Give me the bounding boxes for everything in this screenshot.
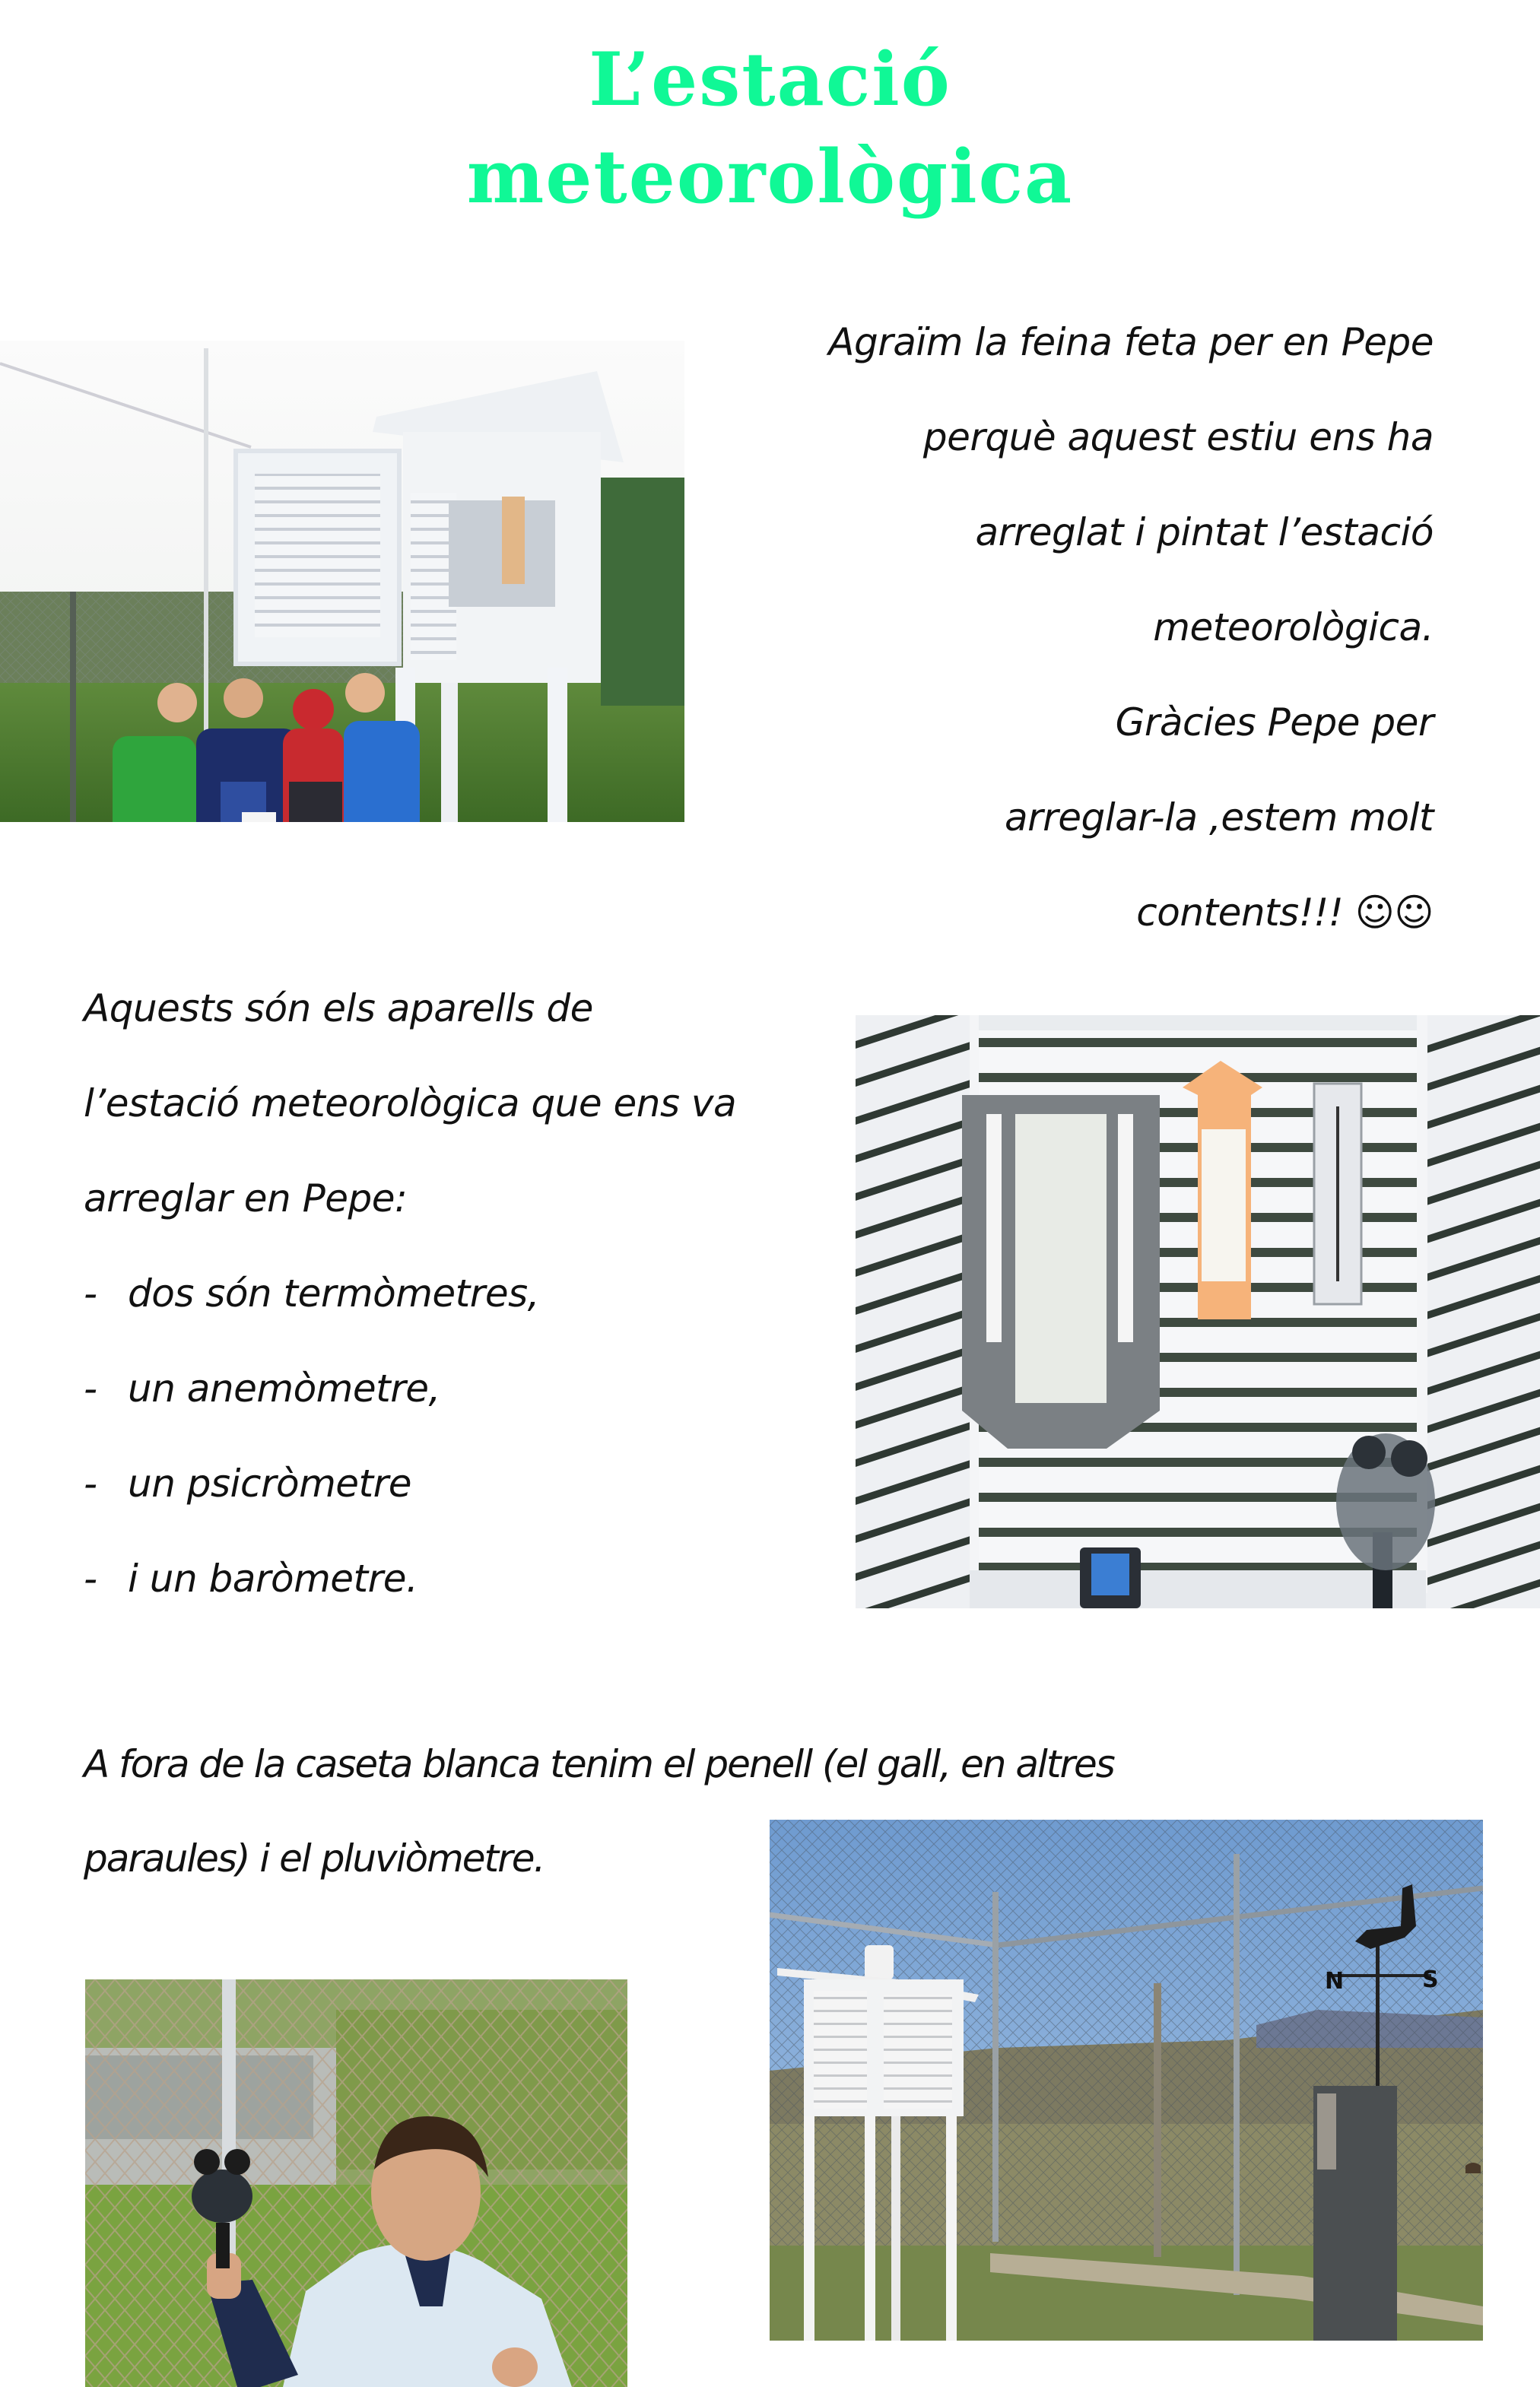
page-title-line-1: L’estació	[589, 37, 951, 122]
instrument-label: i un baròmetre.	[128, 1557, 418, 1601]
photo-instruments-image	[856, 1015, 1540, 1608]
intro-line: Agraïm la feina feta per en Pepe	[828, 320, 1434, 364]
intro-line: Gràcies Pepe per	[1115, 700, 1434, 744]
intro-line: meteorològica.	[1153, 605, 1434, 649]
instruments-intro-line: arreglar en Pepe:	[84, 1176, 408, 1220]
list-bullet: -	[84, 1557, 97, 1601]
page-title-line-2: meteorològica	[466, 134, 1074, 220]
instrument-list-item	[84, 1551, 814, 1646]
instruments-intro-line: Aquests són els aparells de	[84, 986, 593, 1030]
photo-instruments-inside-shelter	[856, 1015, 1540, 1608]
instrument-label: dos són termòmetres,	[128, 1271, 540, 1316]
outside-line: A fora de la caseta blanca tenim el penell (el gall, en altres	[84, 1742, 1114, 1786]
list-bullet: -	[84, 1366, 97, 1411]
instrument-label: un anemòmetre,	[128, 1366, 440, 1411]
vane-label-south: S	[1422, 1966, 1439, 1993]
instruments-paragraph	[84, 981, 814, 1646]
photo-weather-vane-and-rain-gauge	[770, 1820, 1483, 2341]
instrument-label: un psicròmetre	[128, 1462, 411, 1506]
photo-boy-holding-anemometer	[85, 1979, 627, 2387]
intro-line: perquè aquest estiu ens ha	[922, 415, 1434, 459]
intro-line-with-smiley-icons: contents!!! ☺☺	[1136, 890, 1434, 935]
photo-children-with-weather-station	[0, 341, 684, 822]
photo-outdoor-station-image	[770, 1820, 1483, 2341]
list-bullet: -	[84, 1271, 97, 1316]
intro-line: arreglat i pintat l’estació	[975, 510, 1434, 554]
intro-paragraph	[730, 308, 1434, 973]
instrument-list-item	[84, 1456, 814, 1551]
list-bullet: -	[84, 1462, 97, 1506]
photo-boy-image	[85, 1979, 627, 2387]
vane-label-north: N	[1325, 1968, 1345, 1995]
intro-line: arreglar-la ,estem molt	[1004, 795, 1434, 840]
photo-children-image	[0, 341, 684, 822]
instruments-intro-line: l’estació meteorològica que ens va	[84, 1081, 737, 1125]
outside-line: paraules) i el pluviòmetre.	[84, 1836, 545, 1881]
instrument-list-item	[84, 1361, 814, 1456]
instrument-list-item	[84, 1266, 814, 1361]
